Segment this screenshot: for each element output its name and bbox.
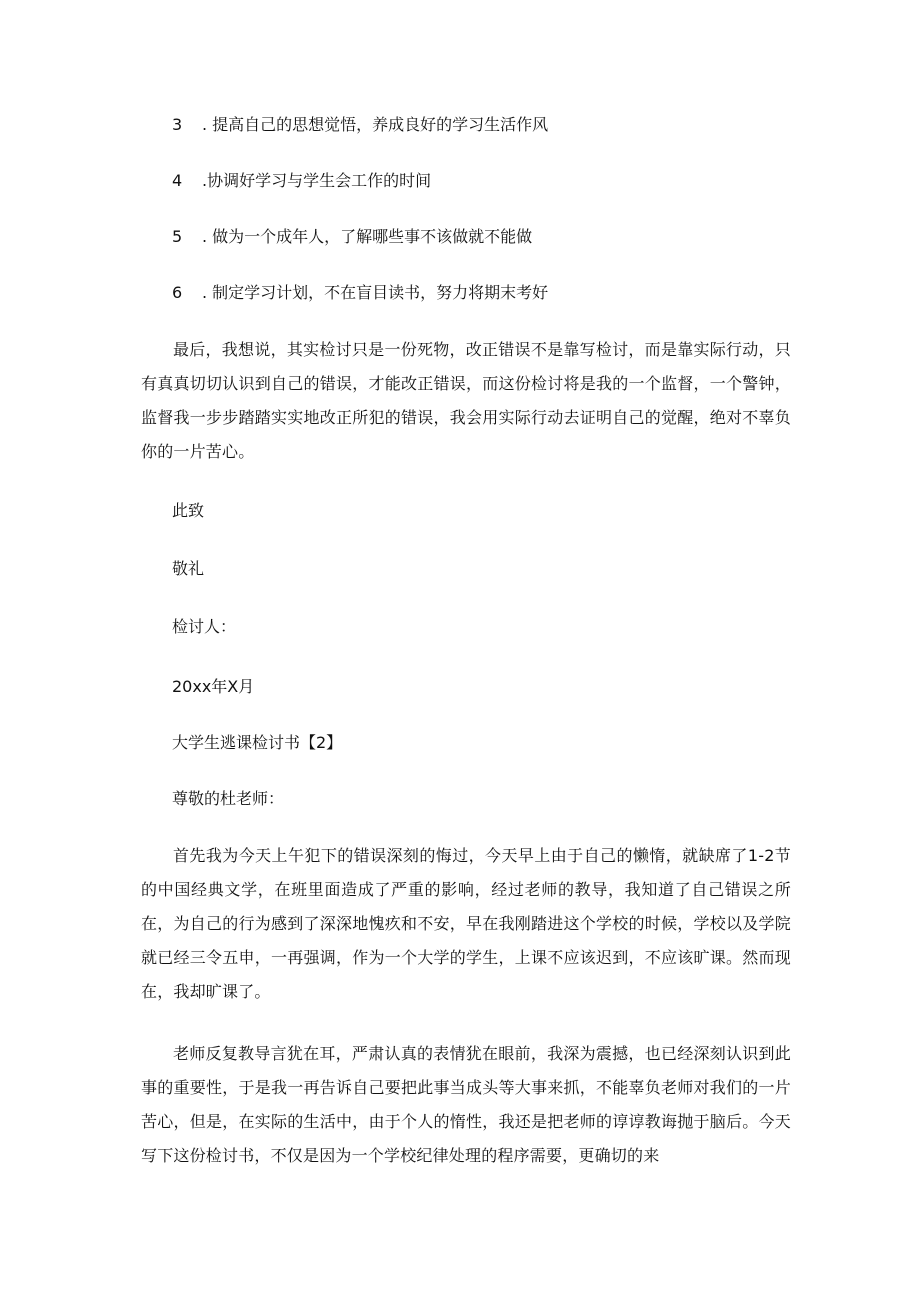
salutation: 此致: [172, 501, 205, 520]
list-item: [172, 171, 431, 191]
list-number: 3: [172, 115, 183, 134]
list-number: 4: [172, 171, 183, 190]
closing-paragraph: 最后，我想说，其实检讨只是一份死物，改正错误不是靠写检讨，而是靠实际行动，只有真真切切认识到自己的错误，才能改正错误，而这份检讨将是我的一个监督，一个警钟，监督我一步步踏踏实实地改正所犯的错误，我会用实际行动去证明自己的觉醒，绝对不辜负你的一片苦心。: [141, 340, 791, 461]
body-paragraph-1: 首先我为今天上午犯下的错误深刻的悔过，今天早上由于自己的懒惰，就缺席了1-2节的中国经典文学，在班里面造成了严重的影响，经过老师的教导，我知道了自己错误之所在，为自己的行为感到了深深地愧疚和不安，早在我刚踏进这个学校的时候，学校以及学院就已经三令五申，一再强调，作为一个大学的学生，上课不应该迟到，不应该旷课。然而现在，我却旷课了。: [141, 846, 791, 1001]
second-title: 大学生逃课检讨书【2】: [172, 733, 343, 752]
list-number: 5: [172, 227, 183, 246]
list-item: [172, 227, 532, 247]
list-text: . 制定学习计划，不在盲目读书，努力将期末考好: [202, 283, 549, 302]
list-item: [172, 283, 548, 303]
date: 20xx年X月: [172, 677, 255, 696]
regards: 敬礼: [172, 559, 205, 578]
greeting: 尊敬的杜老师：: [172, 789, 285, 808]
list-text: . 做为一个成年人，了解哪些事不该做就不能做: [202, 227, 533, 246]
list-number: 6: [172, 283, 183, 302]
list-text: . 提高自己的思想觉悟，养成良好的学习生活作风: [202, 115, 549, 134]
signer-label: 检讨人：: [172, 617, 237, 636]
list-text: .协调好学习与学生会工作的时间: [202, 171, 432, 190]
list-item: [172, 115, 548, 135]
body-paragraph-2: 老师反复教导言犹在耳，严肃认真的表情犹在眼前，我深为震撼，也已经深刻认识到此事的重要性，于是我一再告诉自己要把此事当成头等大事来抓，不能辜负老师对我们的一片苦心，但是，在实际的生活中，由于个人的惰性，我还是把老师的谆谆教诲抛于脑后。今天写下这份检讨书，不仅是因为一个学校纪律处理的程序需要，更确切的来: [141, 1044, 791, 1165]
